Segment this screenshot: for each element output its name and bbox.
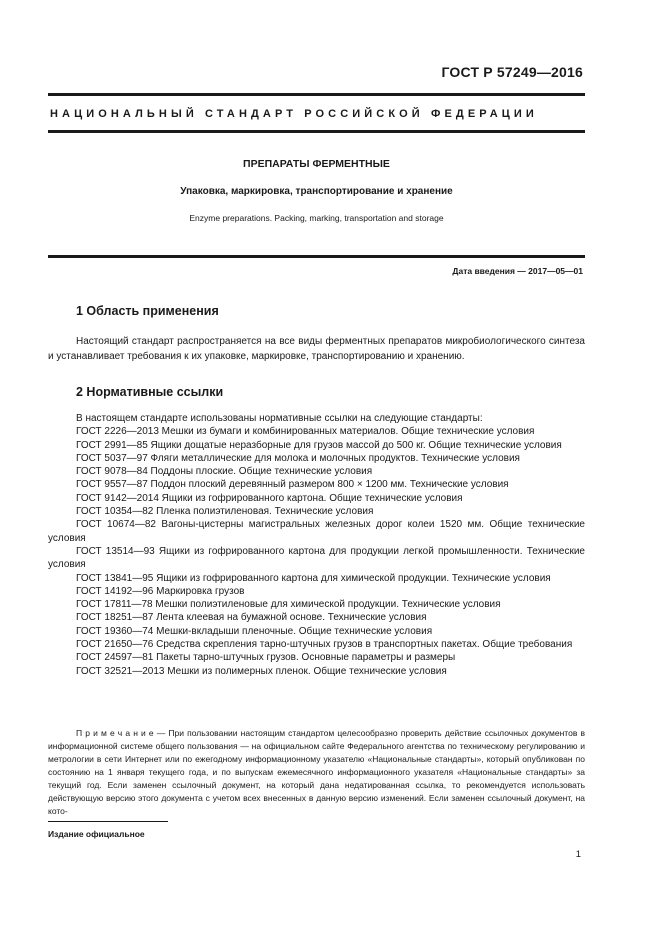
reference-item: ГОСТ 9557—87 Поддон плоский деревянный размером 800 × 1200 мм. Технические условия [76,479,509,491]
section-2-heading: 2 Нормативные ссылки [76,385,224,399]
document-title: ПРЕПАРАТЫ ФЕРМЕНТНЫЕ [243,158,390,170]
page-number: 1 [575,849,581,860]
reference-item: ГОСТ 17811—78 Мешки полиэтиленовые для химической продукции. Технические условия [76,599,501,611]
official-edition-label: Издание официальное [48,829,145,839]
document-title-english: Enzyme preparations. Packing, marking, transportation and storage [189,213,444,223]
reference-item: ГОСТ 10674—82 Вагоны-цистерны магистральных железных дорог колеи 1520 мм. Общие технические условия [48,519,585,544]
document-subtitle: Упаковка, маркировка, транспортирование и хранение [180,186,453,197]
reference-item: ГОСТ 2991—85 Ящики дощатые неразборные для грузов массой до 500 кг. Общие технические условия [76,439,562,451]
reference-item: ГОСТ 13514—93 Ящики из гофрированного картона для продукции легкой промышленности. Технические условия [48,545,585,571]
reference-item: ГОСТ 5037—97 Фляги металлические для молока и молочных продуктов. Технические условия [76,452,520,464]
reference-item: ГОСТ 24597—81 Пакеты тарно-штучных грузов. Основные параметры и размеры [76,652,456,664]
references-intro: В настоящем стандарте использованы нормативные ссылки на следующие стандарты: [76,413,483,424]
normative-references-list [48,412,585,678]
reference-item: ГОСТ 9078—84 Поддоны плоские. Общие технические условия [76,466,373,478]
introduction-date: Дата введения — 2017—05—01 [452,266,583,276]
reference-item: ГОСТ 13841—95 Ящики из гофрированного картона для химической продукции. Технические условия [76,572,551,584]
reference-item: ГОСТ 10354—82 Пленка полиэтиленовая. Технические условия [76,506,374,518]
document-code: ГОСТ Р 57249—2016 [441,64,583,80]
references-note: П р и м е ч а н и е — При пользовании настоящим стандартом целесообразно проверить действие ссылочных документов в информационной системе общего пользования — на официальном сайте Федерального агентства по техническому регулированию и метрологии в сети Интернет или по ежегодному информационному указателю «Национальные стандарты», который опубликован по состоянию на 1 января текущего года, и по выпускам ежемесячного информационного указателя «Национальные стандарты» за текущий год. Если заменен ссылочный документ, на который дана недатированная ссылка, то рекомендуется использовать действующую версию этого документа с учетом всех внесенных в данную версию изменений. Если заменен ссылочный документ, на кото- [48,728,585,816]
title-rule [48,255,585,258]
reference-item: ГОСТ 14192—96 Маркировка грузов [76,585,245,597]
reference-item: ГОСТ 19360—74 Мешки-вкладыши пленочные. Общие технические условия [76,625,433,637]
reference-item: ГОСТ 9142—2014 Ящики из гофрированного картона. Общие технические условия [76,492,463,504]
national-standard-banner: НАЦИОНАЛЬНЫЙ СТАНДАРТ РОССИЙСКОЙ ФЕДЕРАЦИИ [50,108,538,120]
section-1-text: Настоящий стандарт распространяется на все виды ферментных препаратов микробиологического синтеза и устанавливает требования к их упаковке, маркировке, транспортированию и хранению. [48,336,585,362]
reference-item: ГОСТ 2226—2013 Мешки из бумаги и комбинированных материалов. Общие технические условия [76,426,535,438]
footer-rule [48,821,168,822]
reference-item: ГОСТ 32521—2013 Мешки из полимерных пленок. Общие технические условия [76,665,447,677]
reference-item: ГОСТ 18251—87 Лента клеевая на бумажной основе. Технические условия [76,612,427,624]
header-rule-bottom [48,130,585,133]
reference-item: ГОСТ 21650—76 Средства скрепления тарно-штучных грузов в транспортных пакетах. Общие требования [76,639,573,651]
header-rule-top [48,93,585,96]
section-1-heading: 1 Область применения [76,304,219,318]
